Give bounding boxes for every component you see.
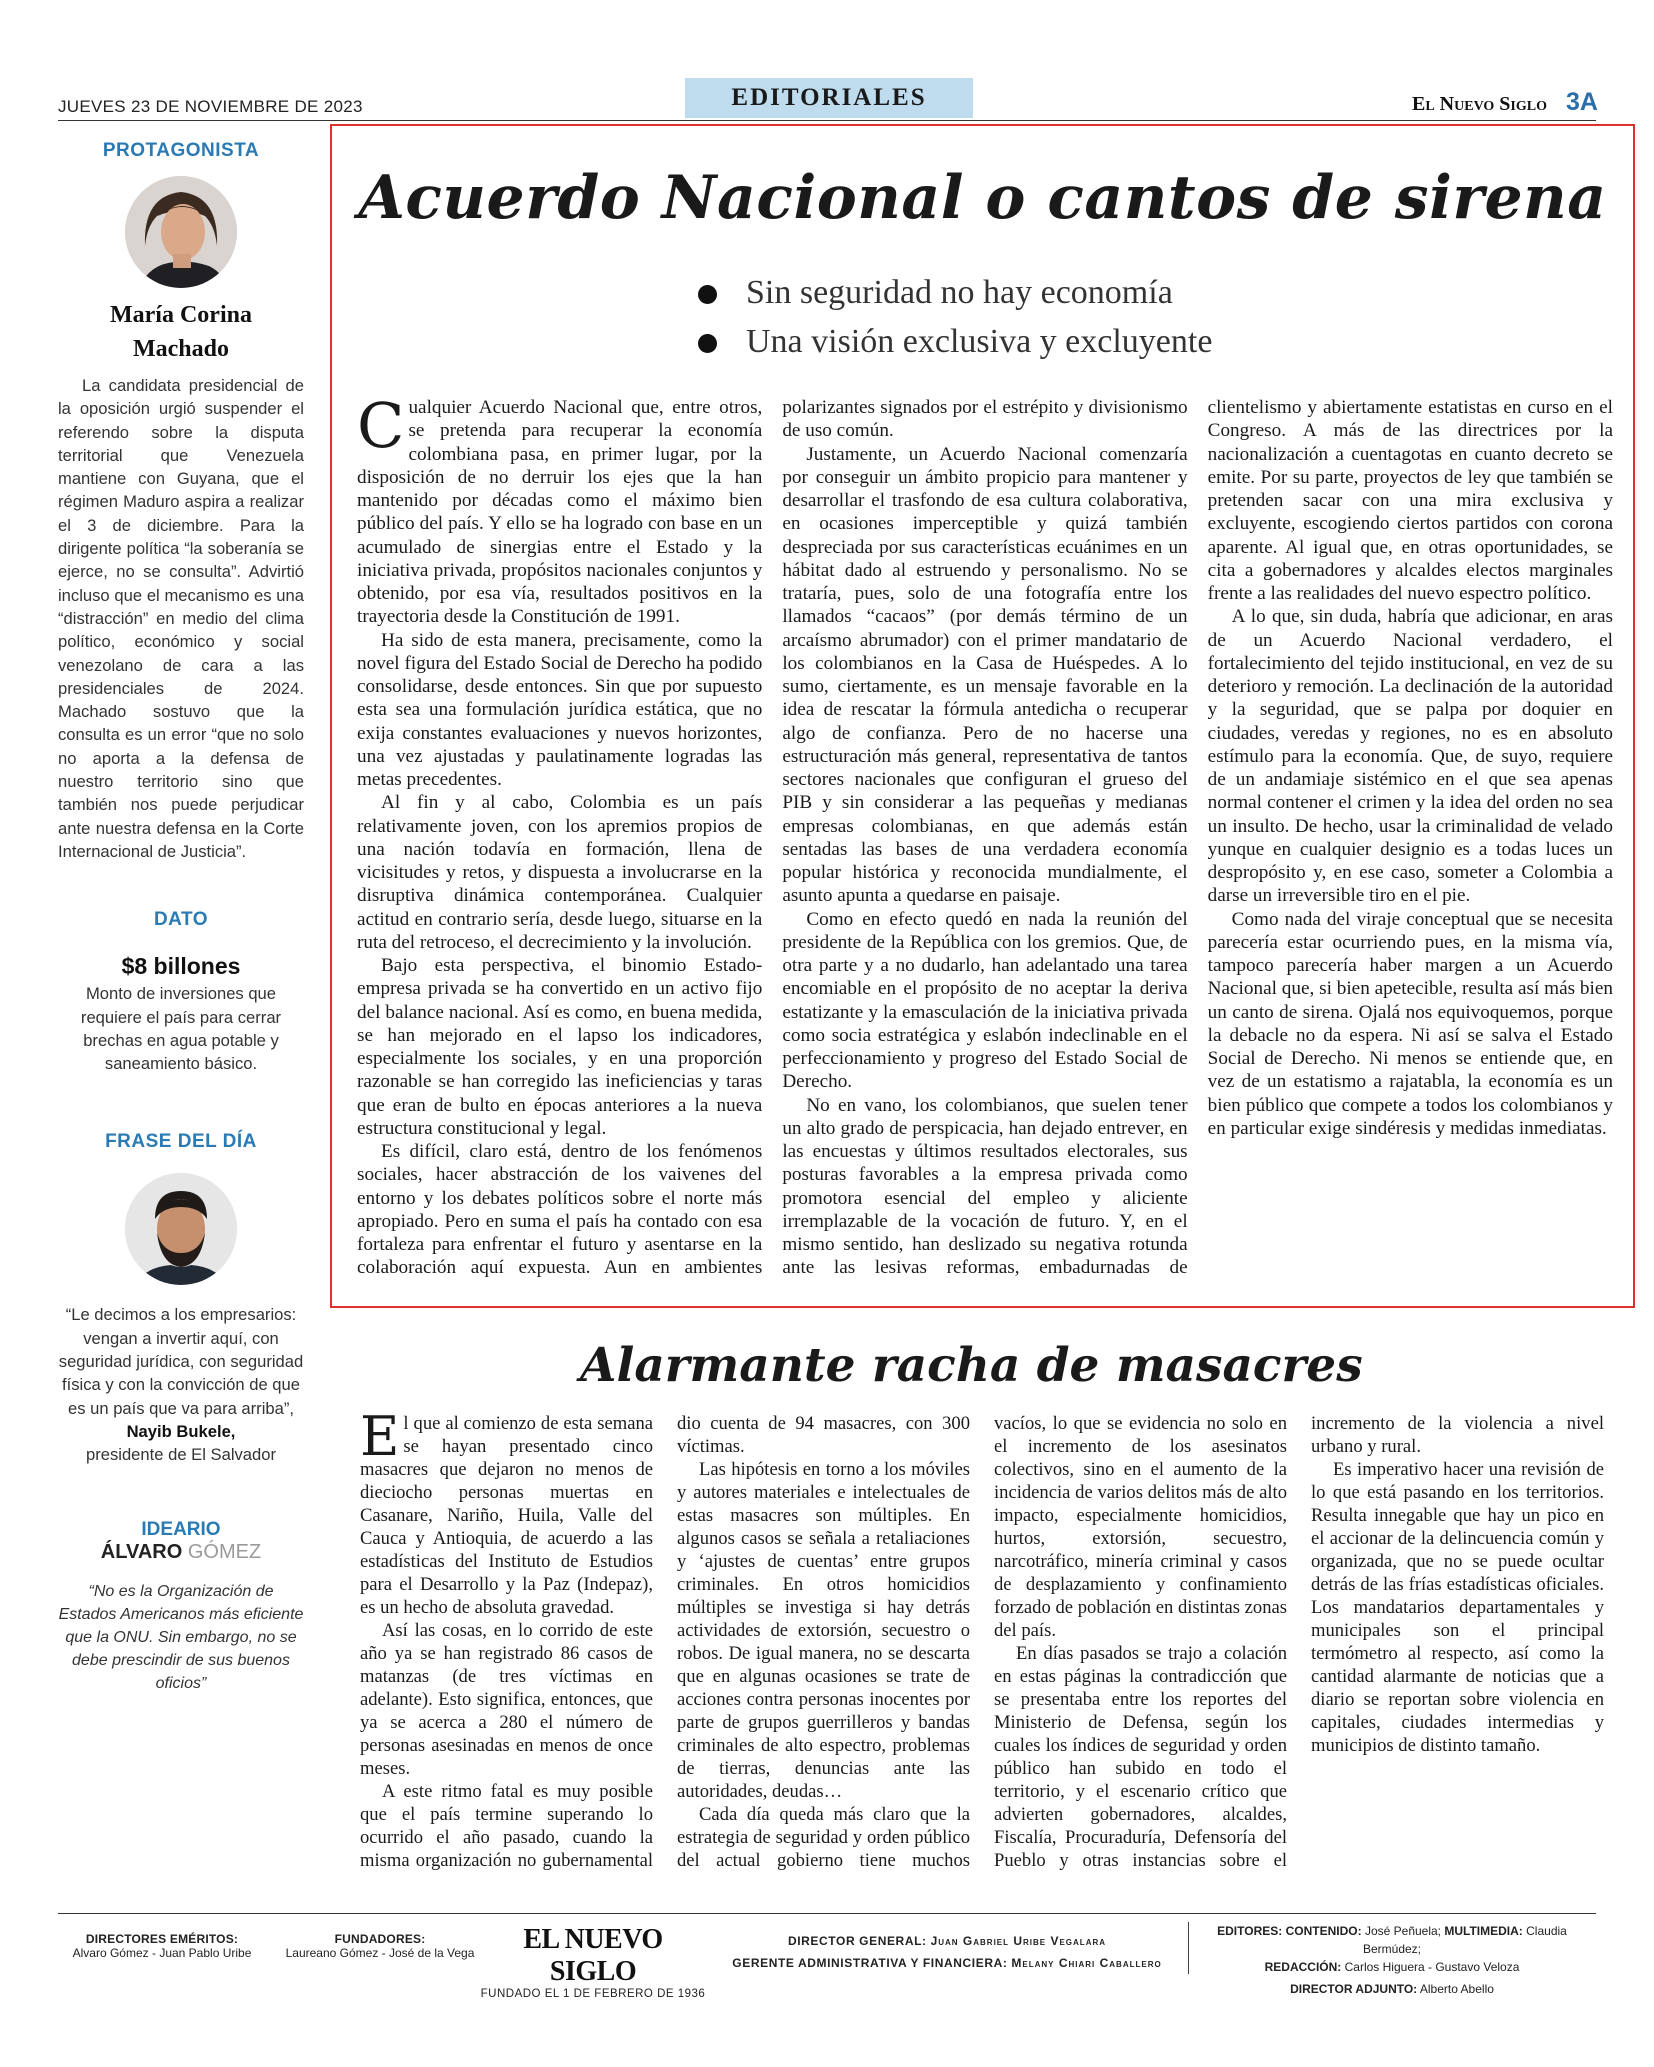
footer-founded: FUNDADO EL 1 DE FEBRERO DE 1936	[480, 1988, 706, 2000]
footer-logo: EL NUEVO SIGLO	[523, 1924, 663, 1987]
editorial-title: Acuerdo Nacional o cantos de sirena	[358, 163, 1607, 233]
footer-editors	[1192, 1922, 1592, 1998]
contenido-label: CONTENIDO:	[1285, 1924, 1362, 1938]
director-general-label: DIRECTOR GENERAL:	[787, 1934, 927, 1948]
footer-logo-block	[478, 1924, 708, 2000]
footer-directors	[722, 1930, 1172, 1974]
frase-quote: “Le decimos a los empresarios: vengan a invertir aquí, con seguridad jurídica, con seguridad física y con la convicción de que es un país que va para arriba”,	[58, 1305, 304, 1418]
editorial-bullets	[692, 268, 1212, 366]
editorial-paragraph: A lo que, sin duda, habría que adicionar, en aras de un Acuerdo Nacional verdadero, el fortalecimiento del tejido institucional, en vez de su deterioro y remoción. La declinación de la autoridad y la seguridad, que se palpa por doquier en ciudades, veredas y regiones, no es en absoluto estímulo para la economía. Que, de suyo, requiere de un andamiaje sistémico en el que sea apenas normal contener el crimen y la idea del orden no sea un insulto. De hecho, usar la criminalidad de velado yunque en cualquier designio es a todas luces un despropósito y, en ese caso, someter a Colombia a darse un irreversible tiro en el pie.	[1207, 606, 1613, 907]
editores-label: EDITORES:	[1217, 1924, 1283, 1938]
editorial-paragraph: Al fin y al cabo, Colombia es un país relativamente joven, con los apremios propios de una nación todavía en formación, llena de vicisitudes y retos, y dispuesta a involucrarse en la disruptiva dinámica contemporánea. Cualquier actitud en contrario sería, desde luego, situarse en la ruta del retroceso, el decrecimiento y la involución.	[357, 792, 763, 953]
editorial-paragraph: En días pasados se trajo a colación en estas páginas la contradicción que se presentaba entre los reportes del Ministerio de Defensa, según los cuales los índices de seguridad y orden público han subido en todo el territorio, y el escenario crítico que advierten gobernadores, alcaldes, Fiscalía, Procuraduría, Defensoría del Pueblo y otras instancias sobre el incremento de la violencia a nivel urbano y rural.	[994, 1413, 1604, 1871]
footer-emeritos	[62, 1932, 262, 1960]
page-number: 3A	[1566, 88, 1598, 116]
second-editorial-body	[360, 1405, 1604, 1872]
protagonista-name-line1: María Corina	[110, 302, 252, 328]
editorial-paragraph: Así las cosas, en lo corrido de este año ya se han registrado 86 casos de matanzas (de tres víctimas en adelante). Esto significa, entonces, que ya se acerca a 280 el número de personas asesinadas en menos de once meses.	[360, 1620, 653, 1779]
frase-author: Nayib Bukele,	[126, 1421, 236, 1441]
redaccion-value: Carlos Higuera - Gustavo Veloza	[1344, 1960, 1520, 1974]
editorial-body	[357, 389, 1613, 1301]
editorial-paragraph: Las hipótesis en torno a los móviles y autores materiales e intelectuales de estas masacres son múltiples. En algunos casos se señala a retaliaciones y ‘ajustes de cuentas’ entre grupos criminales. En otros homicidios múltiples se investiga si hay detrás actividades de extorsión, secuestro o robos. De igual manera, no se descarta que en algunas ocasiones se trate de acciones contra personas inocentes por parte de grupos guerrilleros y bandas criminales de alto espectro, problemas de tierras, denuncias ante las autoridades, deudas…	[677, 1459, 970, 1802]
ideario-author	[58, 1541, 304, 1564]
header-date: JUEVES 23 DE NOVIEMBRE DE 2023	[58, 97, 363, 116]
sidebar	[58, 140, 304, 1695]
multimedia-label: MULTIMEDIA:	[1444, 1924, 1523, 1938]
adjunto-value: Alberto Abello	[1419, 1982, 1494, 1996]
ideario-heading: IDEARIO	[141, 1518, 221, 1540]
multimedia-value: Claudia Bermúdez;	[1362, 1924, 1567, 1956]
frase-photo	[125, 1173, 237, 1285]
footer-fundadores	[280, 1932, 480, 1960]
frase-heading: FRASE DEL DÍA	[105, 1131, 257, 1153]
redaccion-label: REDACCIÓN:	[1264, 1960, 1342, 1974]
fundadores-label: FUNDADORES:	[334, 1932, 426, 1946]
editorial-paragraph: No en vano, los colombianos, que suelen tener un alto grado de perspicacia, han dejado entrever, en las encuestas y últimos resultados electorales, sus posturas favorables a la empresa privada como promotora esencial del empleo y aliciente irremplazable de la vocación de futuro. Y, en el mismo sentido, han deslizado su negativa rotunda ante las lesivas reformas, embadurnadas de clientelismo y abiertamente estatistas en curso en el Congreso. A más de las directrices por la nacionalización a cuentagotas en cuanto decreto se emite. Por su parte, proyectos de ley que también se pretenden sacar con una mira exclusiva y excluyente, escogiendo ciertos partidos con corona aparente. Al igual que, en otras oportunidades, se cita a gobernadores y alcaldes electos marginales frente a las realidades del nuevo espectro político.	[782, 397, 1613, 1279]
protagonista-text: La candidata presidencial de la oposición urgió suspender el referendo sobre la disputa territorial que Venezuela mantiene con Guyana, que el régimen Maduro aspira a realizar el 3 de diciembre. Para la dirigente política “la soberanía se ejerce, no se consulta”. Advirtió incluso que el mecanismo es una “distracción” en medio del clima político, económico y social venezolano de cara a las presidenciales de 2024. Machado sostuvo que la consulta es un error “que no solo no aporta a la defensa de nuestro territorio sino que también nos puede perjudicar ante nuestra defensa en la Corte Internacional de Justicia”.	[58, 376, 304, 861]
protagonista-photo	[125, 176, 237, 288]
gerente-value: Melany Chiari Caballero	[1011, 1956, 1162, 1970]
contenido-value: José Peñuela;	[1364, 1924, 1442, 1938]
main-editorial	[330, 124, 1635, 1308]
second-editorial-title: Alarmante racha de masacres	[580, 1338, 1363, 1393]
dato-heading: DATO	[153, 909, 209, 931]
emeritos-label: DIRECTORES EMÉRITOS:	[85, 1932, 239, 1946]
editorial-paragraph: Es difícil, claro está, dentro de los fenómenos sociales, hacer abstracción de los vaivenes del entorno y los debates políticos sobre el norte más apropiado. Pero en suma el país ha contado con esa fortaleza para enfrentar el futuro y asentarse en la colaboración aquí expuesta. Aun en ambientes polarizantes signados por el estrépito y divisionismo de uso común.	[357, 397, 1188, 1279]
editorial-paragraph: Como nada del viraje conceptual que se necesita parecería estar ocurriendo pues, en la misma vía, tampoco parecería haber margen a un Acuerdo Nacional que, si bien apetecible, resulta así más bien un canto de sirena. Ojalá nos equivoquemos, porque la debacle no da espera. Ni así se salva el Estado Social de Derecho. Ni menos se entiende que, en vez de un estatismo a rajatabla, la economía es un bien público que compete a todos los colombianos y en particular exige sindéresis y medidas inmediatas.	[1207, 908, 1613, 1139]
dato-text: Monto de inversiones que requiere el país para cerrar brechas en agua potable y saneamiento básico.	[80, 984, 282, 1074]
editorial-paragraph: El que al comienzo de esta semana se hayan presentado cinco masacres que dejaron no menos de dieciocho personas muertas en Casanare, Nariño, Huila, Valle del Cauca y Antioquia, de acuerdo a las estadísticas del Instituto de Estudios para el Desarrollo y la Paz (Indepaz), es un hecho de absoluta gravedad.	[360, 1405, 653, 1618]
ideario-author-first: ÁLVARO	[100, 1540, 183, 1563]
emeritos-value: Alvaro Gómez - Juan Pablo Uribe	[72, 1946, 252, 1960]
editorial-paragraph: Es imperativo hacer una revisión de lo que está pasando en los territorios. Resulta innegable que hay un pico en el accionar de la delincuencia común y organizada, que no se puede ocultar detrás de las frías estadísticas oficiales. Los mandatarios departamentales y municipales son el principal termómetro al respecto, así como la cantidad alarmante de noticias que a diario se reportan sobre violencia en capitales, ciudades intermedias y municipios de distinto tamaño.	[1311, 1459, 1604, 1756]
editorial-paragraph: Ha sido de esta manera, precisamente, como la novel figura del Estado Social de Derecho ha podido consolidarse, desde entonces. Sin que por supuesto esta sea una formulación jurídica estática, que no exija constantes evaluaciones y nuevos horizontes, una vez ajustadas y paulatinamente logradas las metas precedentes.	[357, 629, 763, 790]
header-rule	[58, 120, 1596, 121]
paper-name: El Nuevo Siglo	[1412, 93, 1547, 115]
dato-value: $8 billones	[121, 953, 241, 980]
editorial-paragraph: Justamente, un Acuerdo Nacional comenzaría por conseguir un ámbito propicio para mantener y desarrollar el trasfondo de esa cultura colaborativa, en ocasiones imperceptible y quizá también despreciada por sus características ecuánimes en un hábitat dado al estruendo y personalismo. No se trataría, pues, solo de una fotografía entre los llamados “cacaos” (por demás término de un arcaísmo abrumador) con el primer mandatario de los colombianos en la Casa de Huéspedes. A lo sumo, ciertamente, es un mensaje favorable en la idea de rescatar la fórmula antedicha o recuperar algo de confianza. Pero de no hacerse una estructuración más general, representativa de tantos sectores nacionales que configuran el grueso del PIB y sin considerar a las pequeñas y medianas empresas colombianas, en que además están sentadas las bases de una verdadera economía popular histórica y reconocida mundialmente, el asunto apunta a quedarse en paisaje.	[782, 443, 1188, 907]
editorial-paragraph: Cada día queda más claro que la estrategia de seguridad y orden público del actual gobierno tiene muchos vacíos, lo que se evidencia no solo en el incremento de los asesinatos colectivos, sino en el aumento de la incidencia de varios delitos más de alto impacto, especialmente homicidios, hurtos, extorsión, secuestro, narcotráfico, minería criminal y casos de desplazamiento y confinamiento forzado de población en distintas zonas del país.	[677, 1413, 1287, 1871]
adjunto-label: DIRECTOR ADJUNTO:	[1290, 1982, 1418, 1996]
editorial-paragraph: Bajo esta perspectiva, el binomio Estado-empresa privada se ha convertido en un activo fijo del balance nacional. Así es como, en buena medida, se han mejorado en el lapso los indicadores, especialmente los sociales, y en una proporción razonable se han corregido las ineficiencias y taras que eran de bulto en épocas anteriores a la nueva estructura constitucional y legal.	[357, 955, 763, 1139]
section-title: EDITORIALES	[685, 78, 973, 118]
editorial-bullet: Sin seguridad no hay economía	[692, 268, 1212, 317]
ideario-author-last: GÓMEZ	[187, 1540, 262, 1563]
footer-rule	[58, 1913, 1596, 1914]
director-general-value: Juan Gabriel Uribe Vegalara	[930, 1934, 1107, 1948]
editorial-paragraph: Cualquier Acuerdo Nacional que, entre otros, se pretenda para recuperar la economía colombiana pasa, en primer lugar, por la disposición de no derruir los ejes que la han mantenido por décadas como el máximo bien público del país. Y ello se ha logrado con base en un acumulado de sinergias entre el Estado y la iniciativa privada, propósitos nacionales conjuntos y obtenido, por esa vía, resultados positivos en la trayectoria desde la Constitución de 1991.	[357, 389, 763, 628]
protagonista-name-line2: Machado	[133, 336, 229, 362]
gerente-label: GERENTE ADMINISTRATIVA Y FINANCIERA:	[732, 1956, 1008, 1970]
editorial-paragraph: Como en efecto quedó en nada la reunión del presidente de la República con los gremios. Que, de otra parte y a no dudarlo, han adelantado una tarea encomiable en el propósito de no aceptar la deriva estatizante y la emasculación de la iniciativa privada como socia estratégica y eslabón indeclinable en el perfeccionamiento y progreso del Estado Social de Derecho.	[782, 908, 1188, 1093]
frase-role: presidente de El Salvador	[85, 1445, 277, 1465]
fundadores-value: Laureano Gómez - José de la Vega	[285, 1946, 475, 1960]
drop-cap: E	[360, 1405, 400, 1468]
protagonista-heading: PROTAGONISTA	[102, 140, 260, 161]
editorial-bullet: Una visión exclusiva y excluyente	[692, 317, 1212, 366]
ideario-quote: “No es la Organización de Estados Americanos más eficiente que la ONU. Sin embargo, no se debe prescindir de sus buenos oficios”	[58, 1582, 304, 1692]
footer-divider	[1188, 1922, 1189, 1974]
drop-cap: C	[357, 389, 405, 462]
editorial-paragraph: A este ritmo fatal es muy posible que el país termine superando lo ocurrido el año pasado, cuando la misma organización no gubernamental dio cuenta de 94 masacres, con 300 víctimas.	[360, 1413, 970, 1871]
